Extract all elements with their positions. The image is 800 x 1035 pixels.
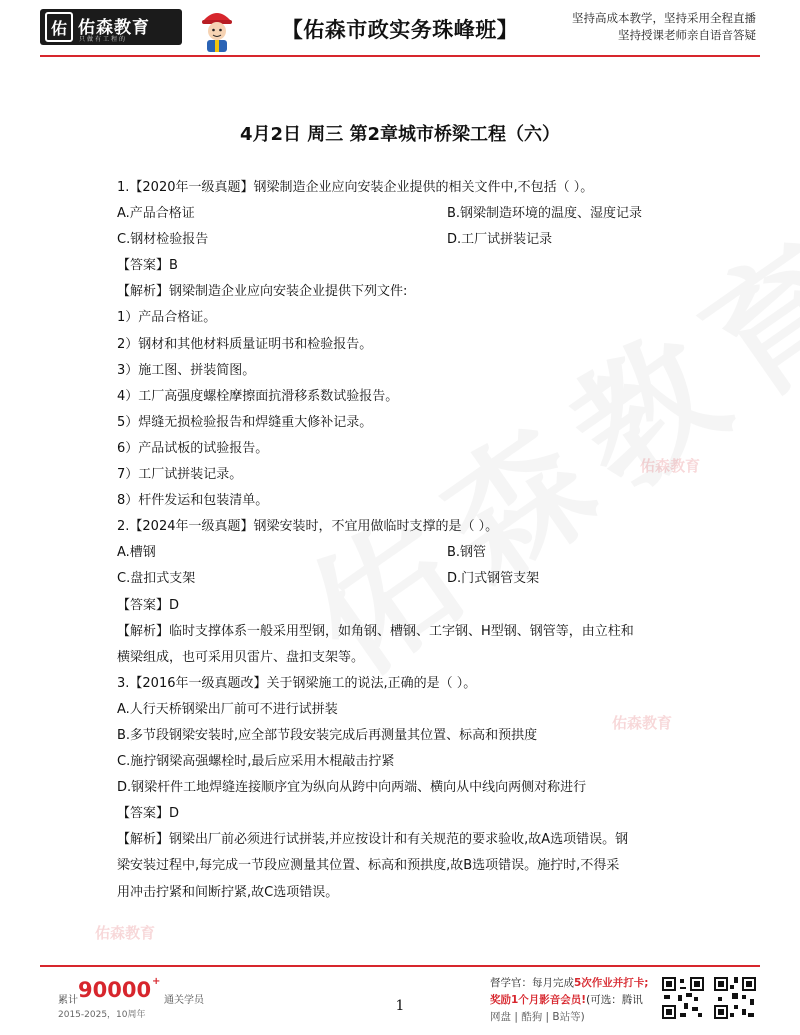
footer-plus: + [152,976,161,987]
answer-line: 【答案】D [117,806,180,822]
header-notes [572,10,756,44]
answer-line: 【答案】B [117,258,178,274]
option-d: D.钢梁杆件工地焊缝连接顺序宜为纵向从跨中向两端、横向从中线向两侧对称进行 [117,780,587,796]
analysis-line: 梁安装过程中,每完成一节段应测量其位置、标高和预拱度,故B选项错误。施拧时,不得采 [117,858,620,874]
analysis-item: 2）钢材和其他材料质量证明书和检验报告。 [117,336,373,352]
header-note-line: 坚持高成本教学，坚持采用全程直播 [572,11,756,25]
option-c: C.盘扣式支架 [117,571,196,587]
mascot-icon [195,5,239,53]
promo-text: 督学官：每月完成 [490,977,574,989]
brand-logo [40,9,182,45]
analysis-line: 横梁组成，也可采用贝雷片、盘扣支架等。 [117,649,365,665]
watermark-small: 佑森教育 [612,714,673,732]
option-b: B.多节段钢梁安装时,应全部节段安装完成后再测量其位置、标高和预拱度 [117,727,538,743]
footer-student-count: 90000 [78,978,152,1002]
question-stem: 2.【2024年一级真题】钢梁安装时，不宜用做临时支撑的是（ ）。 [117,519,499,535]
analysis-line: 【解析】钢梁制造企业应向安装企业提供下列文件: [117,284,408,300]
analysis-line: 【解析】临时支撑体系一般采用型钢，如角钢、槽钢、工字钢、H型钢、钢管等，由立柱和 [117,623,634,639]
option-b: B.钢梁制造环境的温度、湿度记录 [447,206,643,222]
promo-highlight: 5次作业并打卡; [574,977,649,989]
option-b: B.钢管 [447,545,487,561]
footer-divider [40,965,760,967]
page-number: 1 [395,998,405,1014]
analysis-item: 4）工厂高强度螺栓摩擦面抗滑移系数试验报告。 [117,388,399,404]
option-row [117,201,692,227]
analysis-item: 3）施工图、拼装简图。 [117,362,256,378]
qr-code-icon [712,975,758,1021]
option-row [117,566,692,592]
header-note-line: 坚持授课老师亲自语音答疑 [618,28,756,42]
option-a: A.产品合格证 [117,206,195,222]
question-list [117,175,692,906]
analysis-item: 6）产品试板的试验报告。 [117,440,269,456]
logo-mark-icon: 佑 [45,12,73,42]
watermark-small: 佑森教育 [640,457,701,475]
footer-promo [490,975,649,1026]
footer-prefix: 累计 [58,995,78,1006]
analysis-item: 5）焊缝无损检验报告和焊缝重大修补记录。 [117,414,373,430]
option-a: A.槽钢 [117,545,156,561]
header-title: 【佑森市政实务珠峰班】 [281,18,519,42]
footer-years: 2015-2025，10周年 [58,1010,146,1020]
answer-line: 【答案】D [117,597,180,613]
logo-slogan: 只做有工程的 [79,36,128,43]
option-c: C.施拧钢梁高强螺栓时,最后应采用木棍敲击拧紧 [117,754,395,770]
analysis-line: 【解析】钢梁出厂前必须进行试拼装,并应按设计和有关规范的要求验收,故A选项错误。钢 [117,832,629,848]
page-title: 4月2日 周三 第2章城市桥梁工程（六） [239,124,561,145]
promo-line-3: 网盘 | 酷狗 | B站等) [490,1011,585,1023]
option-d: D.工厂试拼装记录 [447,232,553,248]
footer-suffix: 通关学员 [164,995,204,1006]
analysis-item: 7）工厂试拼装记录。 [117,467,243,483]
qr-code-icon [660,975,706,1021]
option-row [117,540,692,566]
analysis-item: 1）产品合格证。 [117,310,217,326]
option-row [117,227,692,253]
option-a: A.人行天桥钢梁出厂前可不进行试拼装 [117,701,338,717]
page-header [0,0,800,58]
analysis-item: 8）杆件发运和包装清单。 [117,493,269,509]
promo-highlight: 奖励1个月影音会员! [490,994,587,1006]
logo-name: 佑森教育 [78,18,150,38]
promo-text: (可选：腾讯 [586,994,643,1006]
question-stem: 3.【2016年一级真题改】关于钢梁施工的说法,正确的是（ ）。 [117,675,477,691]
option-c: C.钢材检验报告 [117,232,209,248]
option-d: D.门式钢管支架 [447,571,540,587]
watermark-small: 佑森教育 [95,924,156,942]
page-footer [0,965,800,1035]
promo-line-1 [490,975,649,992]
promo-line-2 [490,992,649,1009]
question-stem: 1.【2020年一级真题】钢梁制造企业应向安装企业提供的相关文件中,不包括（ ）。 [117,180,594,195]
header-divider [40,55,760,57]
analysis-line: 用冲击拧紧和间断拧紧,故C选项错误。 [117,884,339,900]
